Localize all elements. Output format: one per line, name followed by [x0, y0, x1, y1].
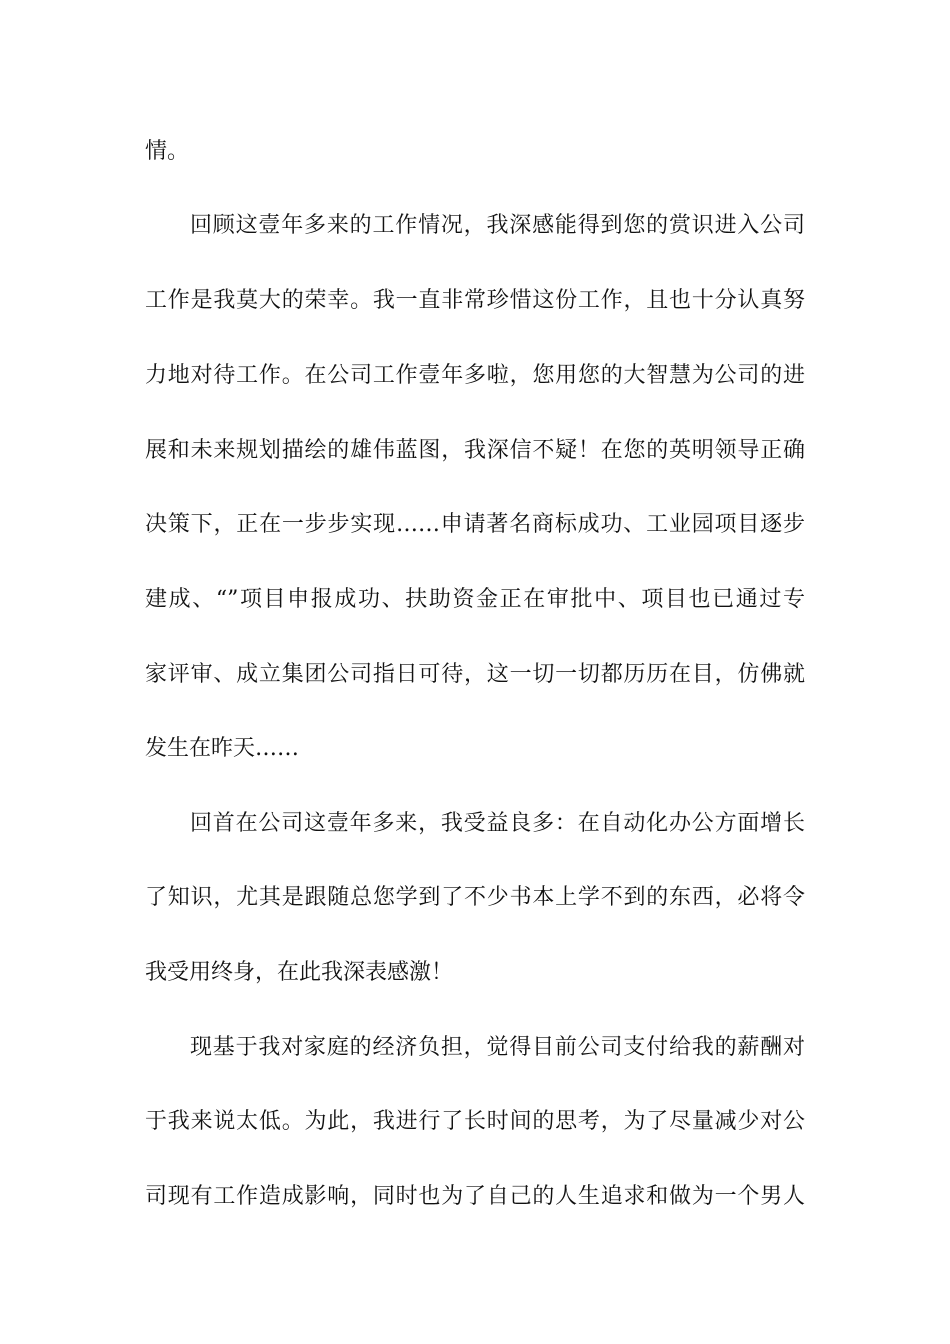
- paragraph-first-line: 回首在公司这壹年多来，我受益良多：在自动化办公方面增长: [190, 811, 805, 836]
- text-line: 建成、“”项目申报成功、扶助资金正在审批中、项目也已通过专: [145, 587, 805, 612]
- text-line: 决策下，正在一步步实现……申请著名商标成功、工业园项目逐步: [145, 512, 805, 537]
- text-line: 工作是我莫大的荣幸。我一直非常珍惜这份工作，且也十分认真努: [145, 288, 805, 313]
- text-line: 发生在昨天……: [145, 736, 300, 761]
- text-line: 于我来说太低。为此，我进行了长时间的思考，为了尽量减少对公: [145, 1109, 805, 1134]
- text-line: 展和未来规划描绘的雄伟蓝图，我深信不疑！在您的英明领导正确: [145, 438, 805, 463]
- text-line: 了知识，尤其是跟随总您学到了不少书本上学不到的东西，必将令: [145, 885, 805, 910]
- paragraph-first-line: 回顾这壹年多来的工作情况，我深感能得到您的赏识进入公司: [190, 213, 805, 238]
- text-line: 家评审、成立集团公司指日可待，这一切一切都历历在目，仿佛就: [145, 662, 805, 687]
- text-line: 力地对待工作。在公司工作壹年多啦，您用您的大智慧为公司的进: [145, 363, 805, 388]
- text-line: 司现有工作造成影响，同时也为了自己的人生追求和做为一个男人: [145, 1184, 805, 1209]
- text-line: 情。: [145, 139, 190, 164]
- paragraph-first-line: 现基于我对家庭的经济负担，觉得目前公司支付给我的薪酬对: [190, 1035, 805, 1060]
- text-line: 我受用终身，在此我深表感激！: [145, 960, 454, 985]
